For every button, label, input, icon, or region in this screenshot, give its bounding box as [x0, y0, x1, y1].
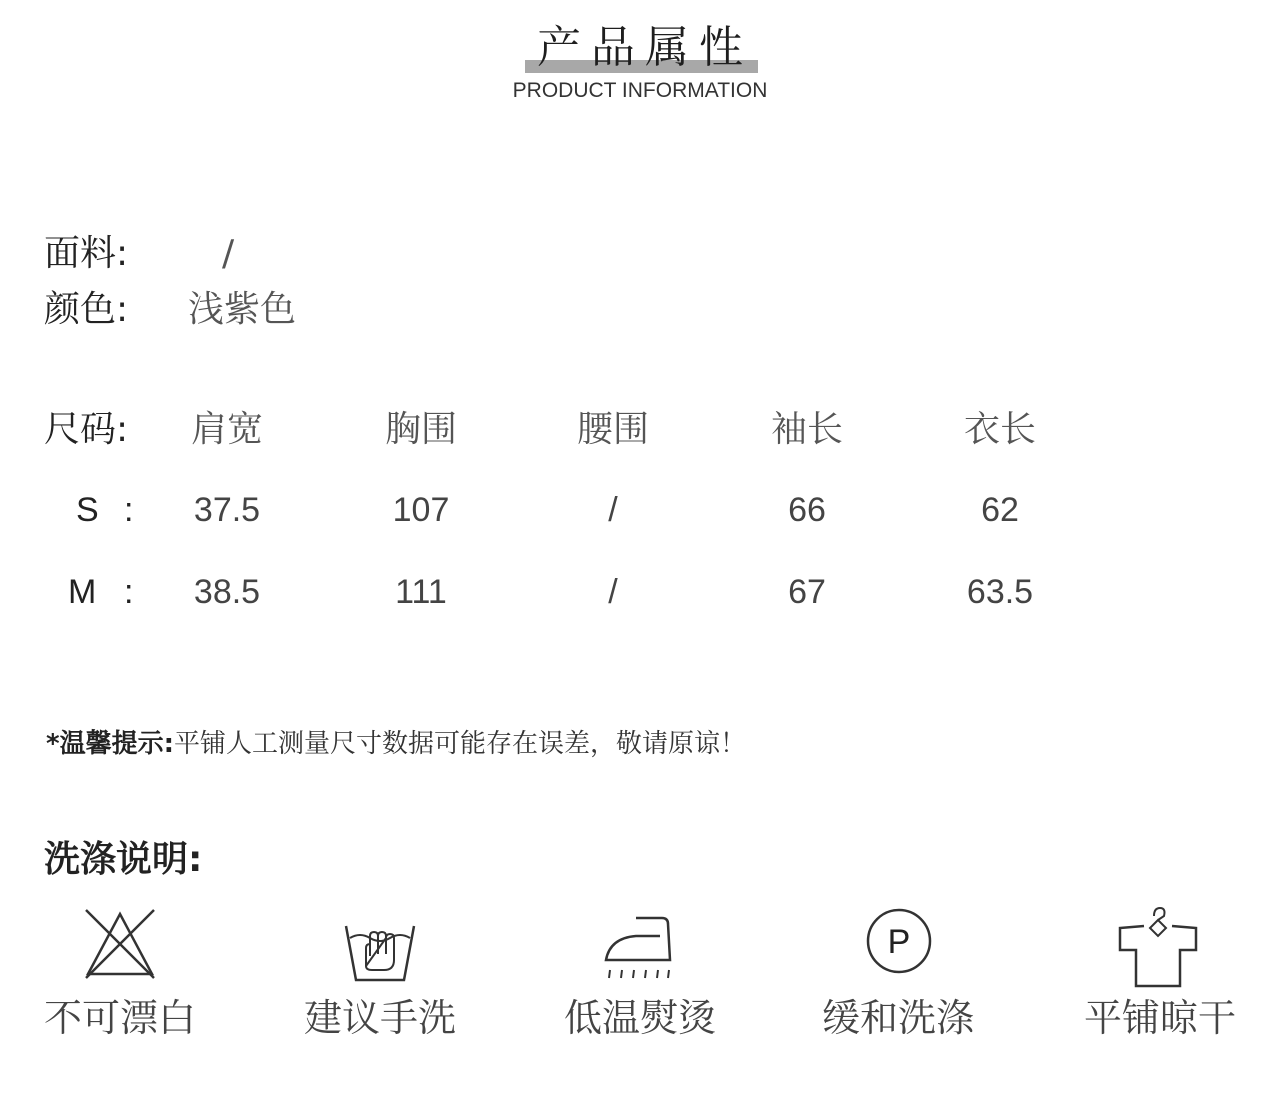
svg-text:P: P [887, 923, 911, 961]
gentle-dry-clean-icon [864, 906, 934, 976]
table-cell: 62 [981, 491, 1019, 529]
row-separator: : [124, 491, 134, 529]
wash-item-low-temp-iron [564, 906, 784, 1046]
wash-label: 缓和洗涤 [822, 996, 975, 1040]
header-sleeve: 袖长 [770, 409, 843, 450]
table-cell: 63.5 [966, 573, 1034, 611]
table-cell: 111 [395, 573, 447, 611]
low-temp-iron-icon [602, 906, 678, 982]
table-cell: 107 [392, 491, 450, 529]
header-length: 衣长 [963, 409, 1036, 450]
wash-label: 建议手洗 [304, 996, 457, 1040]
tip-text: 平铺人工测量尺寸数据可能存在误差，敬请原谅！ [174, 729, 747, 759]
measurement-tip [46, 726, 746, 762]
hand-wash-icon [342, 906, 418, 986]
dry-flat-icon [1116, 906, 1200, 990]
header-shoulder: 肩宽 [190, 409, 263, 450]
table-cell: / [608, 573, 618, 611]
table-cell: / [608, 491, 618, 529]
fabric-label: 面料: [44, 233, 129, 274]
table-cell: 37.5 [193, 491, 261, 529]
wash-label: 不可漂白 [44, 996, 197, 1040]
wash-label: 平铺晾干 [1084, 996, 1237, 1040]
size-label: 尺码: [44, 409, 129, 450]
wash-item-hand-wash [304, 906, 524, 1046]
wash-label: 低温熨烫 [564, 996, 717, 1040]
header-waist: 腰围 [576, 409, 649, 450]
wash-item-no-bleach [44, 906, 264, 1046]
wash-item-gentle-wash [822, 906, 1042, 1046]
fabric-value: / [222, 233, 235, 274]
no-bleach-icon [82, 906, 158, 982]
row-size: S [76, 491, 99, 529]
row-size: M [68, 573, 97, 611]
color-label: 颜色: [44, 289, 129, 330]
tip-prefix: *温馨提示: [46, 729, 174, 759]
table-cell: 67 [788, 573, 826, 611]
page-subtitle: PRODUCT INFORMATION [512, 79, 768, 102]
row-separator: : [124, 573, 134, 611]
wash-title: 洗涤说明: [44, 839, 203, 880]
header-bust: 胸围 [384, 409, 457, 450]
wash-item-dry-flat [1084, 906, 1280, 1046]
color-value: 浅紫色 [188, 289, 297, 330]
table-cell: 38.5 [193, 573, 261, 611]
table-cell: 66 [788, 491, 826, 529]
page-title: 产品属性 [537, 22, 753, 73]
